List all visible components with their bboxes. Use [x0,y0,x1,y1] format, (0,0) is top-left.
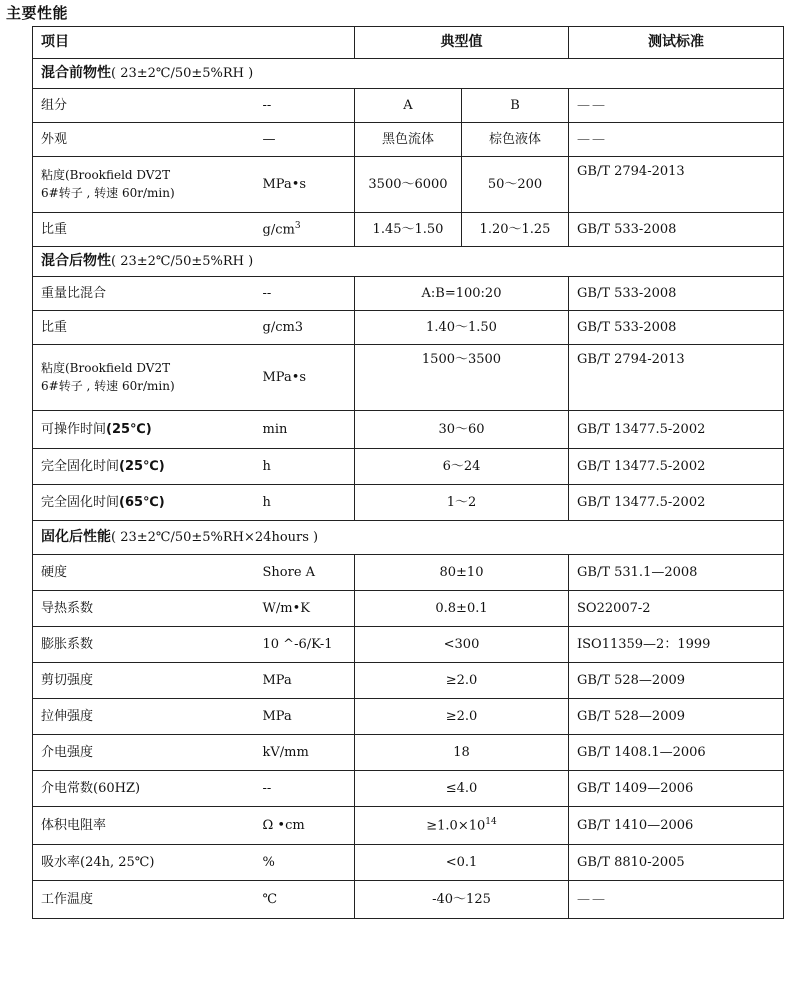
table-row [33,845,784,881]
property-name: 可操作时间 [41,421,107,437]
unit-cell [263,663,355,699]
test-standard-text: GB/T 8810-2005 [577,854,685,870]
test-standard [569,157,784,213]
table-row [33,485,784,521]
unit-superscript: 3 [294,221,301,232]
test-standard-text: GB/T 13477.5-2002 [577,421,706,437]
typical-value [355,311,569,345]
typical-value [355,881,569,919]
section-title [33,247,784,277]
unit-cell [263,735,355,771]
test-standard [569,449,784,485]
property-name-cell [33,627,263,663]
typical-value-text: 1～2 [446,494,477,510]
property-name-cell [33,311,263,345]
typical-value-text: ≤4.0 [445,780,478,796]
table-row [33,591,784,627]
test-standard-text: GB/T 1409—2006 [577,780,694,796]
test-standard [569,123,784,157]
unit-cell [263,345,355,411]
typical-value [355,485,569,521]
section-condition: ( 23±2℃/50±5%RH ) [111,66,254,82]
unit: -- [262,285,272,301]
unit-cell [263,591,355,627]
unit-cell [263,807,355,845]
property-name-cell [33,845,263,881]
property-name: 比重 [41,221,68,237]
unit-cell [263,123,355,157]
test-standard-text: SO22007-2 [577,600,651,616]
typical-value [355,345,569,411]
property-name-cell [33,277,263,311]
test-standard-text: GB/T 533-2008 [577,285,677,301]
typical-value [355,735,569,771]
unit: MPa [262,672,292,688]
test-standard [569,627,784,663]
test-standard [569,771,784,807]
table-row [33,555,784,591]
typical-value-text: <0.1 [445,854,478,870]
test-standard [569,411,784,449]
table-row [33,89,784,123]
typical-value [355,627,569,663]
property-name: 粘度(Brookfield DV2T [41,360,171,375]
table-row [33,771,784,807]
typical-value [355,555,569,591]
unit: MPa•s [262,369,307,385]
typical-value-text: 1500～3500 [421,352,502,367]
property-name-condition: (65℃) [119,494,165,510]
typical-value-text: 80±10 [439,564,484,580]
typical-value-b: B [462,89,569,123]
value-superscript: 14 [485,817,497,828]
test-standard [569,807,784,845]
property-name: 介电强度 [41,744,94,760]
property-name: 剪切强度 [41,672,94,688]
test-standard [569,345,784,411]
property-name-cell [33,591,263,627]
property-name-cell [33,345,263,411]
table-row [33,411,784,449]
property-name: 拉伸强度 [41,708,94,724]
unit-cell [263,89,355,123]
property-name: 工作温度 [41,891,94,907]
test-standard-text: —— [577,891,607,907]
section-label: 混合后物性 [41,253,111,270]
unit: min [262,421,288,437]
table-row [33,699,784,735]
typical-value [355,663,569,699]
test-standard [569,735,784,771]
property-name-cell [33,157,263,213]
table-row [33,157,784,213]
test-standard-text: —— [577,131,607,147]
table-row [33,345,784,411]
property-name-detail: 6#转子 , 转速 60r/min) [41,378,175,393]
unit: — [262,131,276,147]
section-row [33,521,784,555]
typical-value-b: 1.20～1.25 [462,213,569,247]
test-standard [569,699,784,735]
property-name: 外观 [41,131,68,147]
section-condition: ( 23±2℃/50±5%RH ) [111,254,254,270]
unit-cell [263,449,355,485]
test-standard [569,555,784,591]
unit-cell [263,157,355,213]
typical-value-text: 6～24 [442,458,481,474]
property-name-cell [33,807,263,845]
table-row [33,627,784,663]
property-name: 硬度 [41,564,68,580]
test-standard-text: GB/T 533-2008 [577,221,677,237]
typical-value-text: <300 [443,636,480,652]
property-name-condition: (25℃) [106,421,152,437]
typical-value-text: 18 [453,744,470,760]
unit-cell [263,627,355,663]
unit: -- [262,780,272,796]
property-name: 完全固化时间 [41,458,120,474]
property-name: 膨胀系数 [41,636,94,652]
test-standard [569,485,784,521]
property-name: 粘度(Brookfield DV2T [41,167,171,182]
header-standard: 测试标准 [569,27,784,59]
property-name-cell [33,663,263,699]
unit-cell [263,485,355,521]
test-standard-text: GB/T 1408.1—2006 [577,744,706,760]
table-row [33,807,784,845]
typical-value-text: 1.40～1.50 [426,319,497,335]
property-name: 完全固化时间 [41,494,120,510]
unit: MPa•s [262,176,307,192]
typical-value [355,807,569,845]
table-row [33,449,784,485]
test-standard-text: ISO11359—2：1999 [577,636,711,652]
property-name-cell [33,881,263,919]
typical-value [355,449,569,485]
unit: g/cm [262,222,295,238]
unit: Ω •cm [262,817,305,833]
test-standard [569,881,784,919]
typical-value-a: A [355,89,462,123]
table-row [33,663,784,699]
property-name-cell [33,771,263,807]
section-title [33,521,784,555]
property-name-cell [33,213,263,247]
unit: Shore A [262,564,316,580]
property-name-detail: 6#转子 , 转速 60r/min) [41,185,175,200]
typical-value-text: -40～125 [432,891,491,907]
typical-value [355,277,569,311]
typical-value-b: 棕色液体 [462,123,569,157]
test-standard [569,311,784,345]
table-row [33,123,784,157]
section-label: 混合前物性 [41,65,111,82]
typical-value-a: 黑色流体 [355,123,462,157]
unit: 10 ^-6/K-1 [262,636,333,652]
unit: kV/mm [262,744,309,760]
table-row [33,881,784,919]
unit-cell [263,311,355,345]
unit-cell [263,411,355,449]
typical-value [355,699,569,735]
section-title [33,59,784,89]
property-name: 重量比混合 [41,285,107,301]
typical-value-text: 30～60 [438,421,485,437]
unit-cell [263,213,355,247]
test-standard [569,213,784,247]
typical-value-text: ≥2.0 [445,708,478,724]
typical-value-text: A:B=100:20 [421,285,502,301]
test-standard [569,845,784,881]
test-standard-text: GB/T 13477.5-2002 [577,458,706,474]
table-header-row [33,27,784,59]
header-item: 项目 [33,27,355,59]
unit: W/m•K [262,600,310,616]
property-name: 组分 [41,97,68,113]
section-row [33,59,784,89]
unit: h [262,494,271,510]
property-name: 体积电阻率 [41,817,107,833]
test-standard-text: GB/T 2794-2013 [577,164,685,179]
test-standard-text: —— [577,97,607,113]
test-standard-text: GB/T 533-2008 [577,319,677,335]
test-standard-text: GB/T 528—2009 [577,708,686,724]
page-title: 主要性能 [6,4,69,22]
property-name-cell [33,411,263,449]
typical-value-b: 50～200 [462,157,569,213]
typical-value-a: 3500～6000 [355,157,462,213]
property-name-cell [33,699,263,735]
property-name-condition: (25℃) [119,458,165,474]
property-name-cell [33,555,263,591]
unit: % [262,854,275,870]
unit: h [262,458,271,474]
property-name-cell [33,123,263,157]
test-standard-text: GB/T 531.1—2008 [577,564,698,580]
property-name: 导热系数 [41,600,94,616]
header-typical: 典型值 [355,27,569,59]
test-standard-text: GB/T 13477.5-2002 [577,494,706,510]
typical-value-text: ≥1.0×10 [426,818,486,834]
table-row [33,735,784,771]
table-row [33,213,784,247]
property-name: 介电常数(60HZ) [41,780,141,796]
unit-cell [263,555,355,591]
table-row [33,311,784,345]
typical-value-text: 0.8±0.1 [435,600,488,616]
unit: -- [262,97,272,113]
typical-value [355,771,569,807]
typical-value-text: ≥2.0 [445,672,478,688]
test-standard [569,591,784,627]
test-standard-text: GB/T 528—2009 [577,672,686,688]
property-name-cell [33,449,263,485]
test-standard-text: GB/T 1410—2006 [577,817,694,833]
typical-value [355,845,569,881]
unit: MPa [262,708,292,724]
test-standard [569,277,784,311]
table-row [33,277,784,311]
typical-value [355,411,569,449]
typical-value-a: 1.45～1.50 [355,213,462,247]
property-name-cell [33,485,263,521]
performance-table [32,26,784,919]
section-label: 固化后性能 [41,529,111,546]
typical-value [355,591,569,627]
property-name: 吸水率(24h, 25℃) [41,854,155,870]
section-condition: ( 23±2℃/50±5%RH×24hours ) [111,530,319,546]
property-name: 比重 [41,319,68,335]
unit: g/cm3 [262,319,304,335]
property-name-cell [33,735,263,771]
unit-cell [263,771,355,807]
unit-cell [263,881,355,919]
unit-cell [263,845,355,881]
unit-cell [263,277,355,311]
section-row [33,247,784,277]
unit: ℃ [262,891,278,907]
test-standard [569,663,784,699]
test-standard [569,89,784,123]
property-name-cell [33,89,263,123]
test-standard-text: GB/T 2794-2013 [577,352,685,367]
unit-cell [263,699,355,735]
